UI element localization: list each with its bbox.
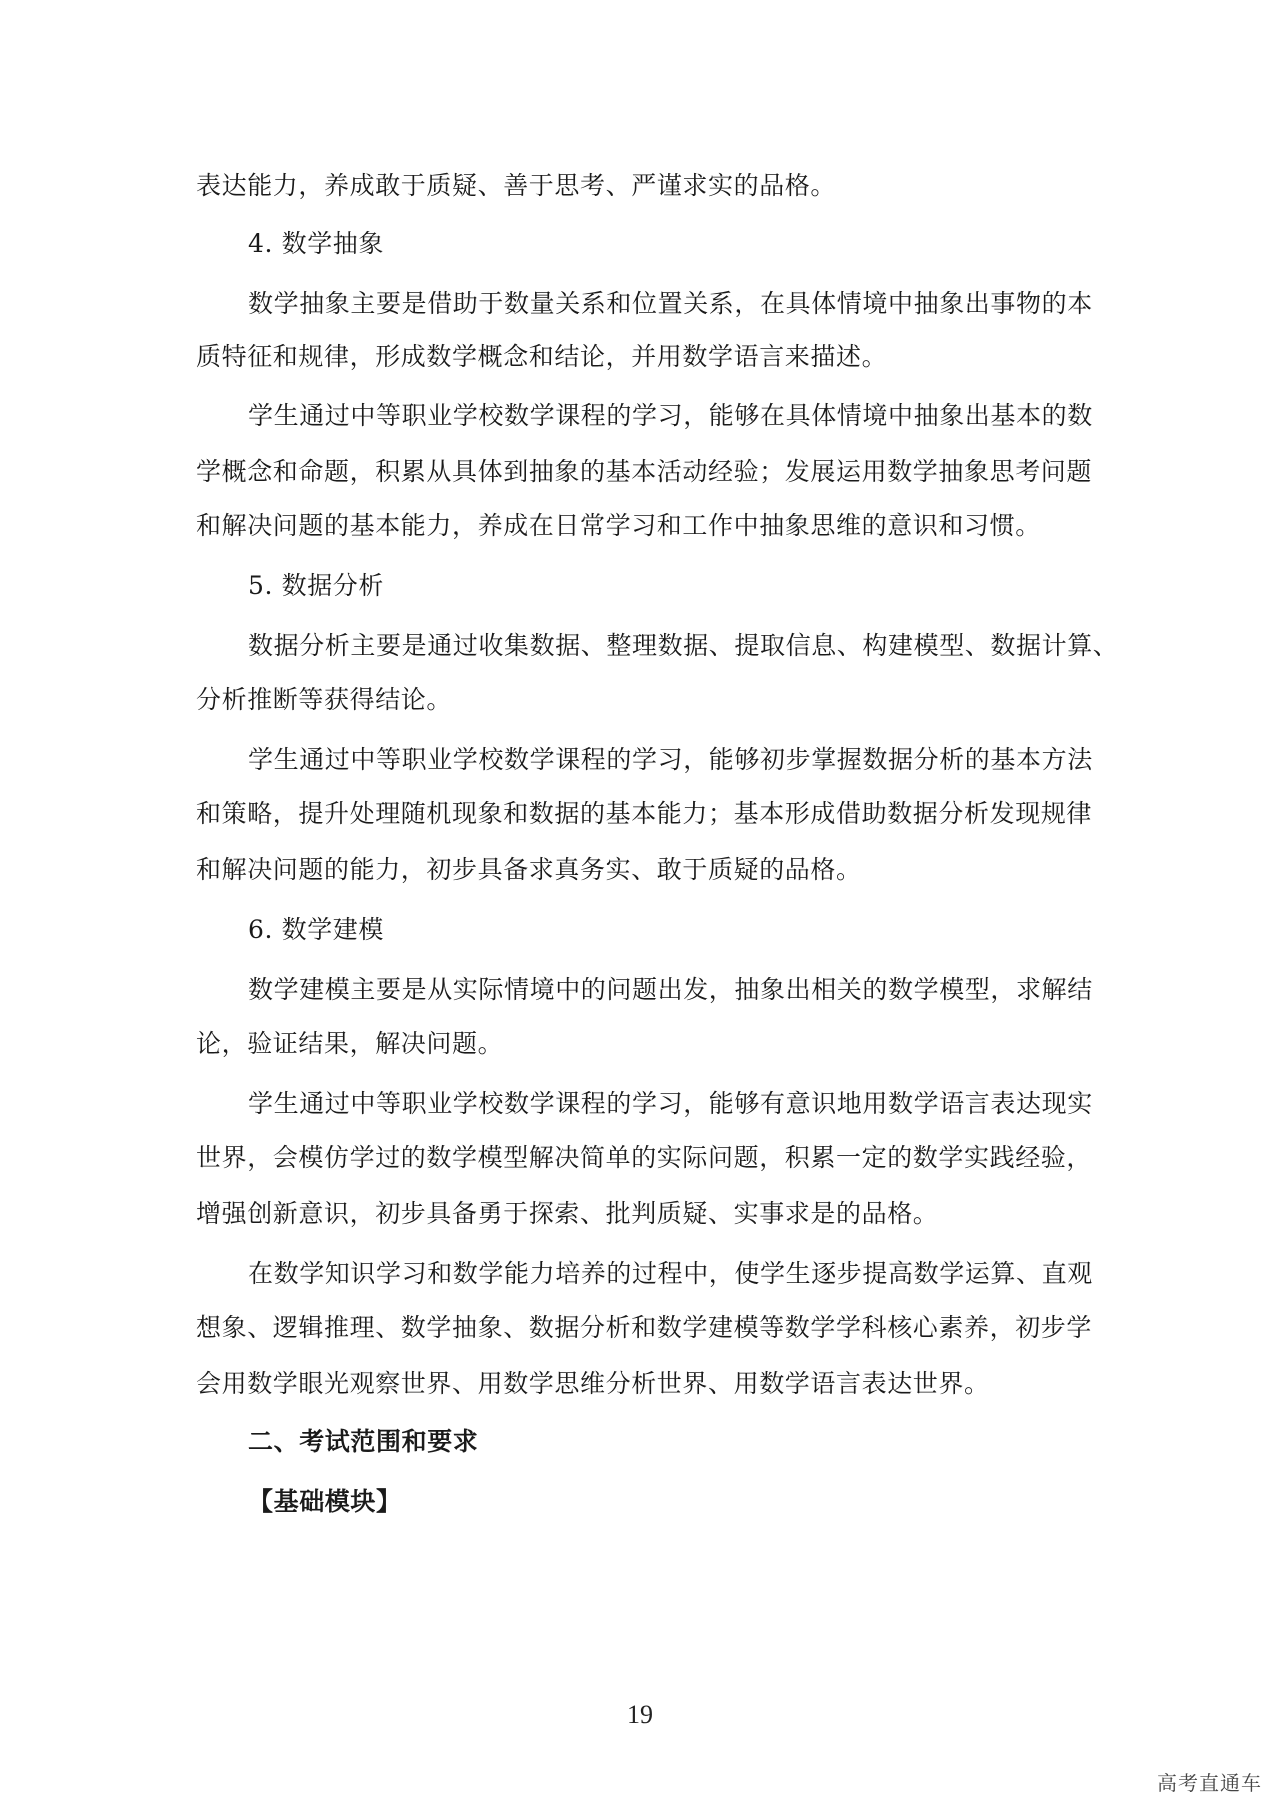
paragraph-line: 论，验证结果，解决问题。	[196, 1029, 504, 1058]
paragraph-line: 数学抽象主要是借助于数量关系和位置关系，在具体情境中抽象出事物的本	[248, 289, 1093, 318]
paragraph-line: 会用数学眼光观察世界、用数学思维分析世界、用数学语言表达世界。	[196, 1369, 990, 1398]
paragraph-line: 和策略，提升处理随机现象和数据的基本能力；基本形成借助数据分析发现规律	[196, 799, 1093, 828]
page-number: 19	[627, 1700, 653, 1729]
paragraph-line: 学概念和命题，积累从具体到抽象的基本活动经验；发展运用数学抽象思考问题	[196, 457, 1093, 486]
paragraph-line: 和解决问题的基本能力，养成在日常学习和工作中抽象思维的意识和习惯。	[196, 511, 1041, 540]
chapter-heading-exam-scope: 二、考试范围和要求	[248, 1427, 479, 1456]
watermark-text: 高考直通车	[1157, 1771, 1262, 1795]
paragraph-line: 学生通过中等职业学校数学课程的学习，能够在具体情境中抽象出基本的数	[248, 401, 1093, 430]
paragraph-line: 数学建模主要是从实际情境中的问题出发，抽象出相关的数学模型，求解结	[248, 975, 1093, 1004]
paragraph-line: 世界，会模仿学过的数学模型解决简单的实际问题，积累一定的数学实践经验，	[196, 1143, 1093, 1172]
paragraph-line: 增强创新意识，初步具备勇于探索、批判质疑、实事求是的品格。	[196, 1199, 939, 1228]
paragraph-line: 数据分析主要是通过收集数据、整理数据、提取信息、构建模型、数据计算、	[248, 631, 1119, 660]
paragraph-line: 想象、逻辑推理、数学抽象、数据分析和数学建模等数学学科核心素养，初步学	[196, 1313, 1093, 1342]
paragraph-line: 表达能力，养成敢于质疑、善于思考、严谨求实的品格。	[196, 171, 837, 200]
section-heading-math-modeling: 6. 数学建模	[248, 915, 384, 944]
paragraph-line: 分析推断等获得结论。	[196, 685, 453, 714]
paragraph-line: 在数学知识学习和数学能力培养的过程中，使学生逐步提高数学运算、直观	[248, 1259, 1093, 1288]
paragraph-line: 质特征和规律，形成数学概念和结论，并用数学语言来描述。	[196, 342, 888, 371]
paragraph-line: 和解决问题的能力，初步具备求真务实、敢于质疑的品格。	[196, 855, 862, 884]
paragraph-line: 学生通过中等职业学校数学课程的学习，能够有意识地用数学语言表达现实	[248, 1089, 1093, 1118]
section-heading-math-abstraction: 4. 数学抽象	[248, 229, 384, 258]
section-heading-data-analysis: 5. 数据分析	[248, 571, 384, 600]
module-heading-basic: 【基础模块】	[248, 1487, 402, 1516]
paragraph-line: 学生通过中等职业学校数学课程的学习，能够初步掌握数据分析的基本方法	[248, 745, 1093, 774]
